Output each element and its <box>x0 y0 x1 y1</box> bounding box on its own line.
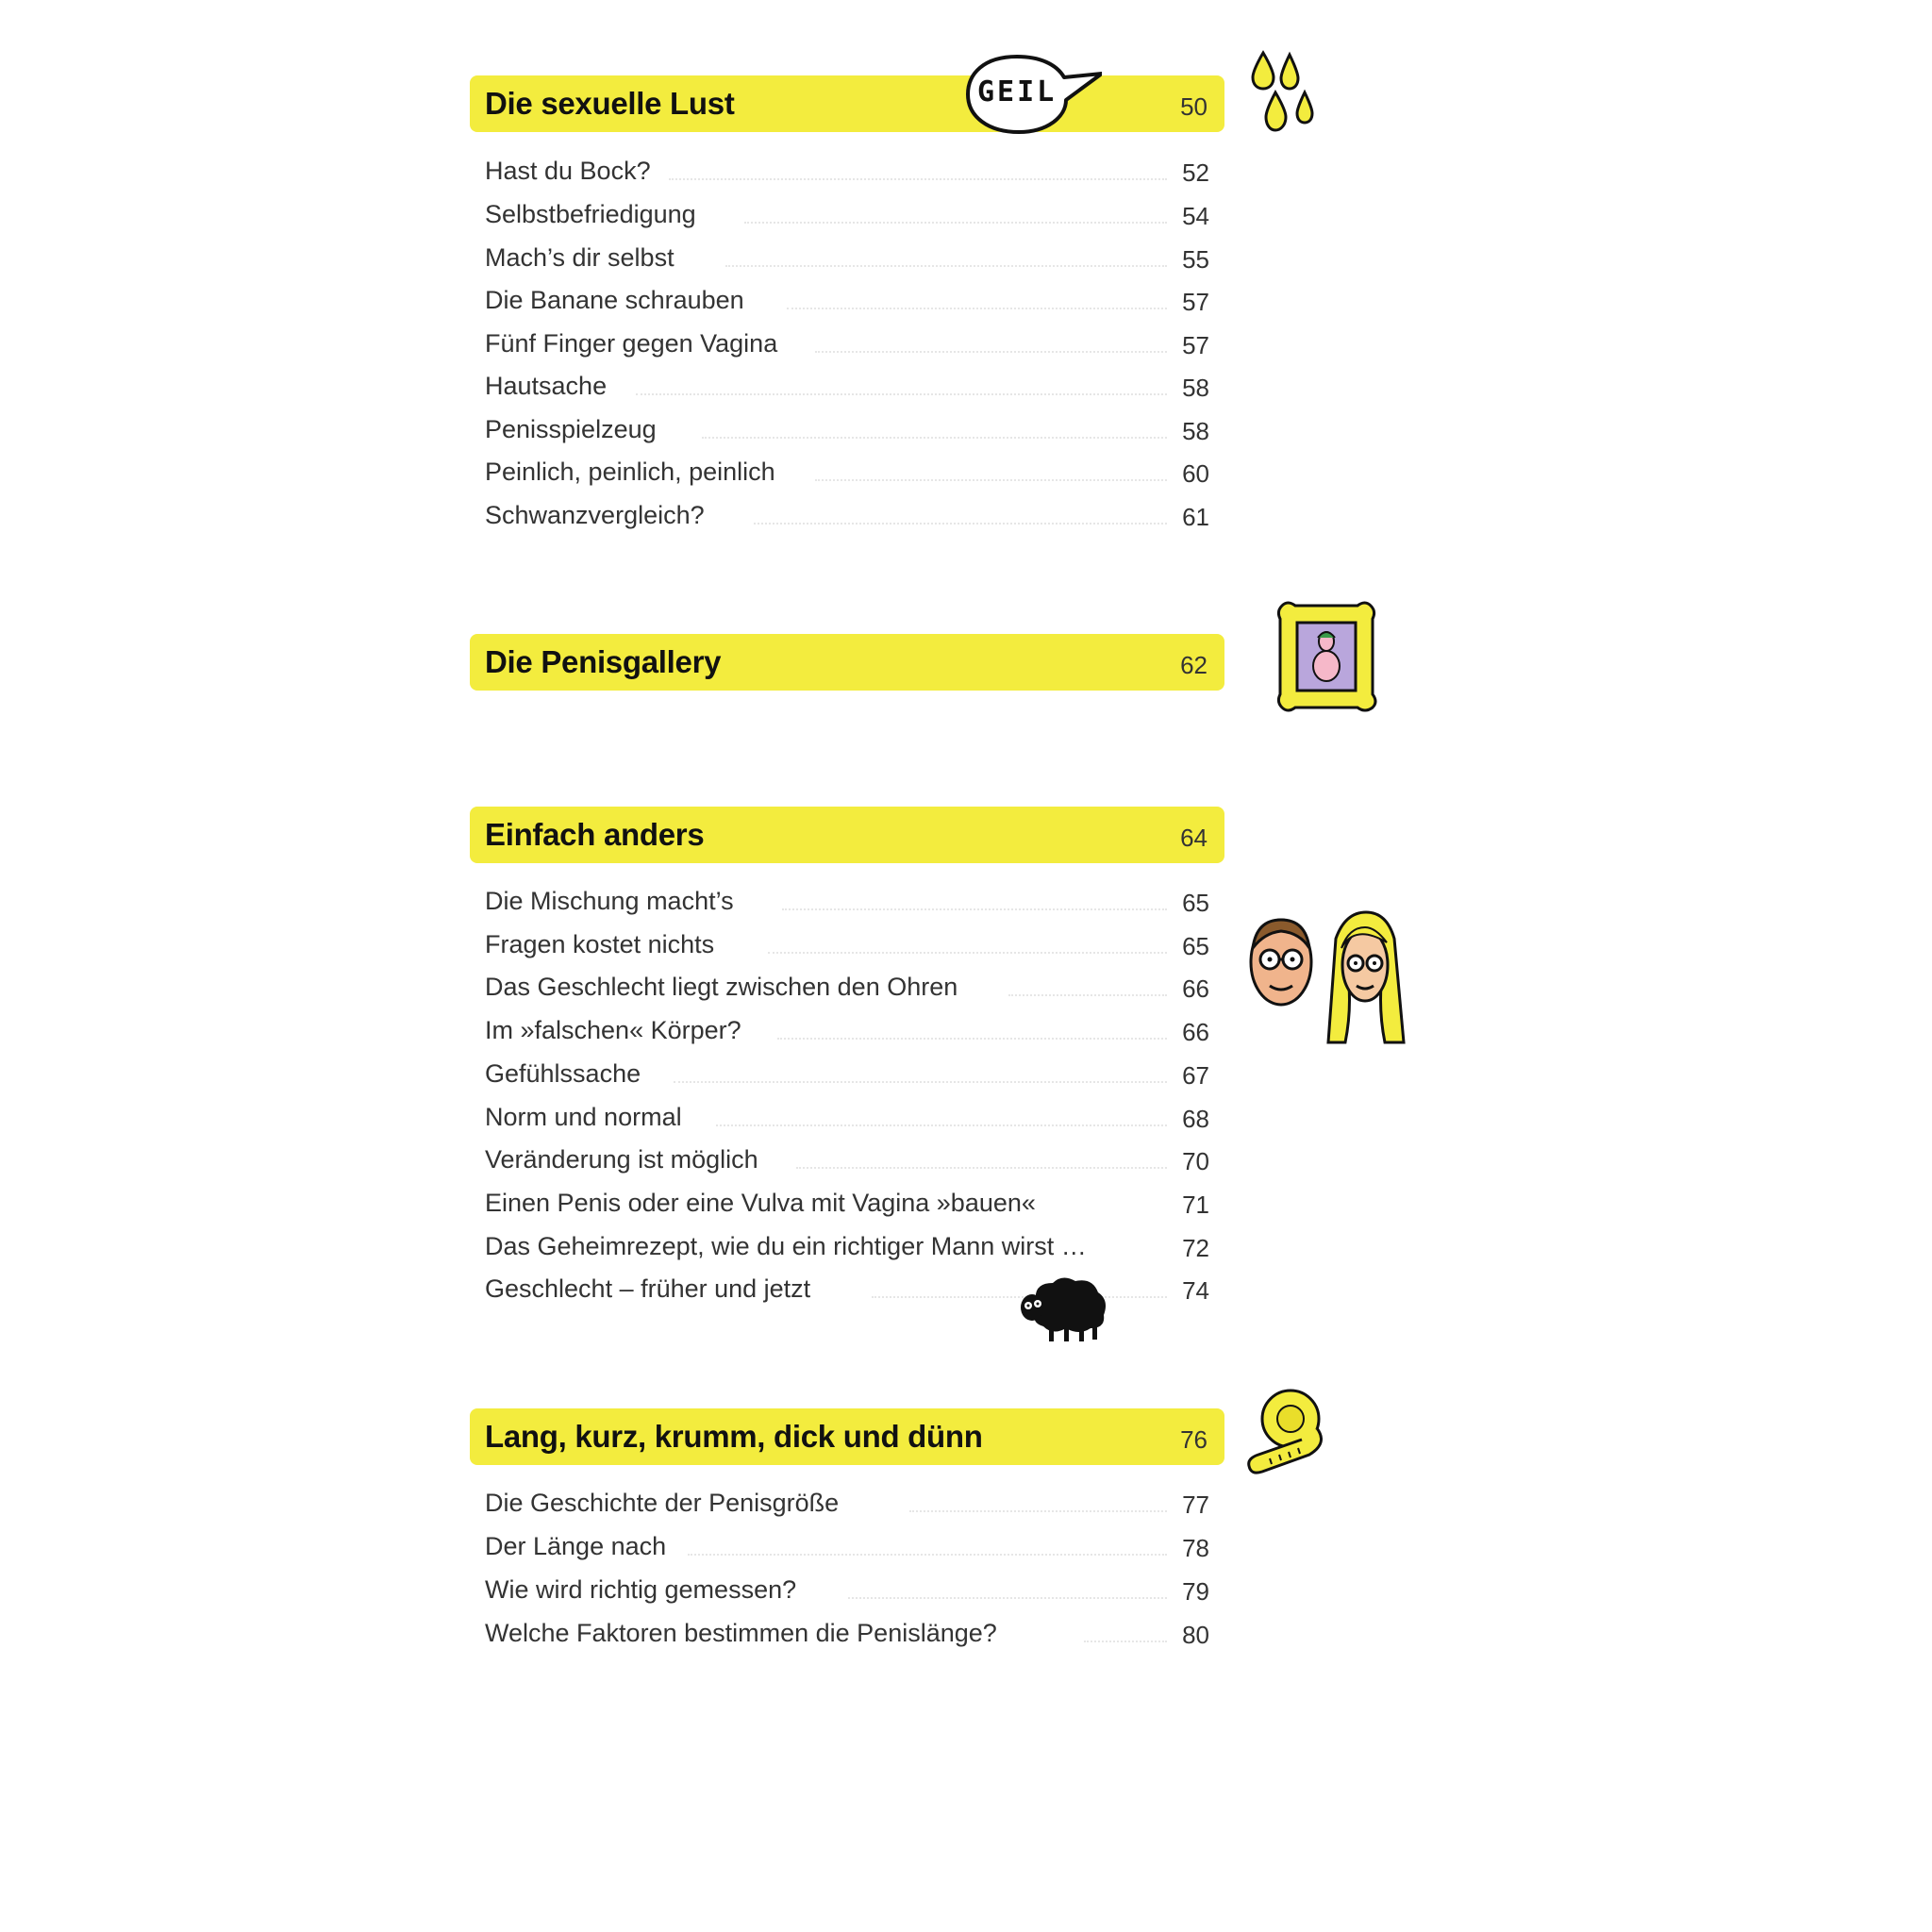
entry-page-number: 54 <box>1182 202 1209 230</box>
chapter-title: Die Penisgallery <box>485 644 722 679</box>
chapter-title: Die sexuelle Lust <box>485 86 735 121</box>
dot-leader <box>815 351 1167 353</box>
chapter-heading-bar[interactable] <box>470 75 1224 132</box>
toc-entry[interactable] <box>485 411 1209 449</box>
toc-entry[interactable] <box>485 325 1209 363</box>
dot-leader <box>674 1081 1167 1083</box>
dot-leader <box>725 265 1167 267</box>
entry-title: Mach’s dir selbst <box>485 243 675 272</box>
entry-title: Gefühlssache <box>485 1059 641 1088</box>
entry-page-number: 61 <box>1182 503 1209 531</box>
entry-title: Fragen kostet nichts <box>485 930 715 958</box>
entry-title: Das Geheimrezept, wie du ein richtiger Mann wirst … <box>485 1232 1087 1260</box>
chapter-title: Einfach anders <box>485 817 705 852</box>
entry-page-number: 67 <box>1182 1061 1209 1090</box>
toc-entry[interactable] <box>485 497 1209 535</box>
toc-entry[interactable] <box>485 454 1209 491</box>
sheep-icon <box>1017 1272 1111 1345</box>
toc-entry[interactable] <box>485 1141 1209 1179</box>
entry-title: Welche Faktoren bestimmen die Penislänge? <box>485 1619 997 1647</box>
toc-entry[interactable] <box>485 969 1209 1007</box>
entry-title: Hautsache <box>485 372 608 400</box>
entry-page-number: 66 <box>1182 1018 1209 1046</box>
dot-leader <box>688 1554 1167 1556</box>
entry-page-number: 58 <box>1182 374 1209 402</box>
chapter-title: Lang, kurz, krumm, dick und dünn <box>485 1419 983 1454</box>
dot-leader <box>909 1510 1167 1512</box>
entry-title: Das Geschlecht liegt zwischen den Ohren <box>485 973 958 1001</box>
drops-icon <box>1250 49 1316 139</box>
entry-page-number: 65 <box>1182 889 1209 917</box>
dot-leader <box>669 178 1167 180</box>
toc-entry[interactable] <box>485 1012 1209 1050</box>
chapter-page-number: 62 <box>1180 651 1208 679</box>
toc-entry[interactable] <box>485 1615 1209 1653</box>
dot-leader <box>702 437 1167 439</box>
toc-entry[interactable] <box>485 1528 1209 1566</box>
dot-leader <box>815 479 1167 481</box>
entry-page-number: 70 <box>1182 1147 1209 1175</box>
speech-bubble-text: GEIL <box>977 75 1058 108</box>
chapter-heading-bar[interactable] <box>470 807 1224 863</box>
entry-page-number: 71 <box>1182 1191 1209 1219</box>
entry-title: Der Länge nach <box>485 1532 667 1560</box>
toc-entry[interactable] <box>485 1056 1209 1093</box>
entry-page-number: 58 <box>1182 417 1209 445</box>
entry-title: Wie wird richtig gemessen? <box>485 1575 797 1604</box>
toc-entry[interactable] <box>485 1185 1209 1223</box>
toc-entry[interactable] <box>485 153 1209 191</box>
toc-entry[interactable] <box>485 240 1209 277</box>
entry-title: Schwanzvergleich? <box>485 501 705 529</box>
toc-entry[interactable] <box>485 1485 1209 1523</box>
dot-leader <box>636 393 1167 395</box>
entry-page-number: 79 <box>1182 1577 1209 1606</box>
entry-title: Veränderung ist möglich <box>485 1145 758 1174</box>
entry-page-number: 78 <box>1182 1534 1209 1562</box>
dot-leader <box>1008 994 1167 996</box>
chapter-heading-bar[interactable] <box>470 1408 1224 1465</box>
faces-icon <box>1243 910 1408 1052</box>
entry-title: Peinlich, peinlich, peinlich <box>485 458 775 486</box>
entry-title: Fünf Finger gegen Vagina <box>485 329 778 358</box>
dot-leader <box>782 908 1167 910</box>
entry-title: Penisspielzeug <box>485 415 657 443</box>
entry-page-number: 72 <box>1182 1234 1209 1262</box>
entry-page-number: 68 <box>1182 1105 1209 1133</box>
dot-leader <box>744 222 1167 224</box>
dot-leader <box>1084 1641 1167 1642</box>
dot-leader <box>768 952 1167 954</box>
entry-page-number: 80 <box>1182 1621 1209 1649</box>
chapter-page-number: 50 <box>1180 92 1208 121</box>
dot-leader <box>716 1124 1167 1126</box>
entry-title: Selbstbefriedigung <box>485 200 696 228</box>
toc-entry[interactable] <box>485 368 1209 406</box>
entry-page-number: 66 <box>1182 974 1209 1003</box>
entry-page-number: 60 <box>1182 459 1209 488</box>
chapter-heading-bar[interactable] <box>470 634 1224 691</box>
entry-title: Im »falschen« Körper? <box>485 1016 741 1044</box>
toc-entry[interactable] <box>485 883 1209 921</box>
entry-title: Norm und normal <box>485 1103 682 1131</box>
dot-leader <box>796 1167 1167 1169</box>
entry-page-number: 52 <box>1182 158 1209 187</box>
picture-frame-icon <box>1269 596 1384 717</box>
toc-entry[interactable] <box>485 282 1209 320</box>
entry-title: Die Banane schrauben <box>485 286 744 314</box>
entry-page-number: 65 <box>1182 932 1209 960</box>
measuring-tape-icon <box>1243 1387 1338 1481</box>
entry-title: Die Mischung macht’s <box>485 887 734 915</box>
entry-title: Geschlecht – früher und jetzt <box>485 1274 811 1303</box>
speech-bubble-icon <box>960 45 1102 140</box>
entry-page-number: 74 <box>1182 1276 1209 1305</box>
entry-title: Einen Penis oder eine Vulva mit Vagina »bauen« <box>485 1189 1036 1217</box>
toc-entry[interactable] <box>485 196 1209 234</box>
entry-title: Die Geschichte der Penisgröße <box>485 1489 840 1517</box>
dot-leader <box>787 308 1167 309</box>
dot-leader <box>754 523 1167 525</box>
chapter-page-number: 76 <box>1180 1425 1208 1454</box>
dot-leader <box>848 1597 1167 1599</box>
entry-page-number: 77 <box>1182 1491 1209 1519</box>
toc-entry[interactable] <box>485 1572 1209 1609</box>
toc-entry[interactable] <box>485 926 1209 964</box>
toc-entry[interactable] <box>485 1228 1209 1266</box>
dot-leader <box>777 1038 1167 1040</box>
entry-title: Hast du Bock? <box>485 157 651 185</box>
entry-page-number: 57 <box>1182 288 1209 316</box>
chapter-page-number: 64 <box>1180 824 1208 852</box>
entry-page-number: 55 <box>1182 245 1209 274</box>
entry-page-number: 57 <box>1182 331 1209 359</box>
toc-entry[interactable] <box>485 1099 1209 1137</box>
